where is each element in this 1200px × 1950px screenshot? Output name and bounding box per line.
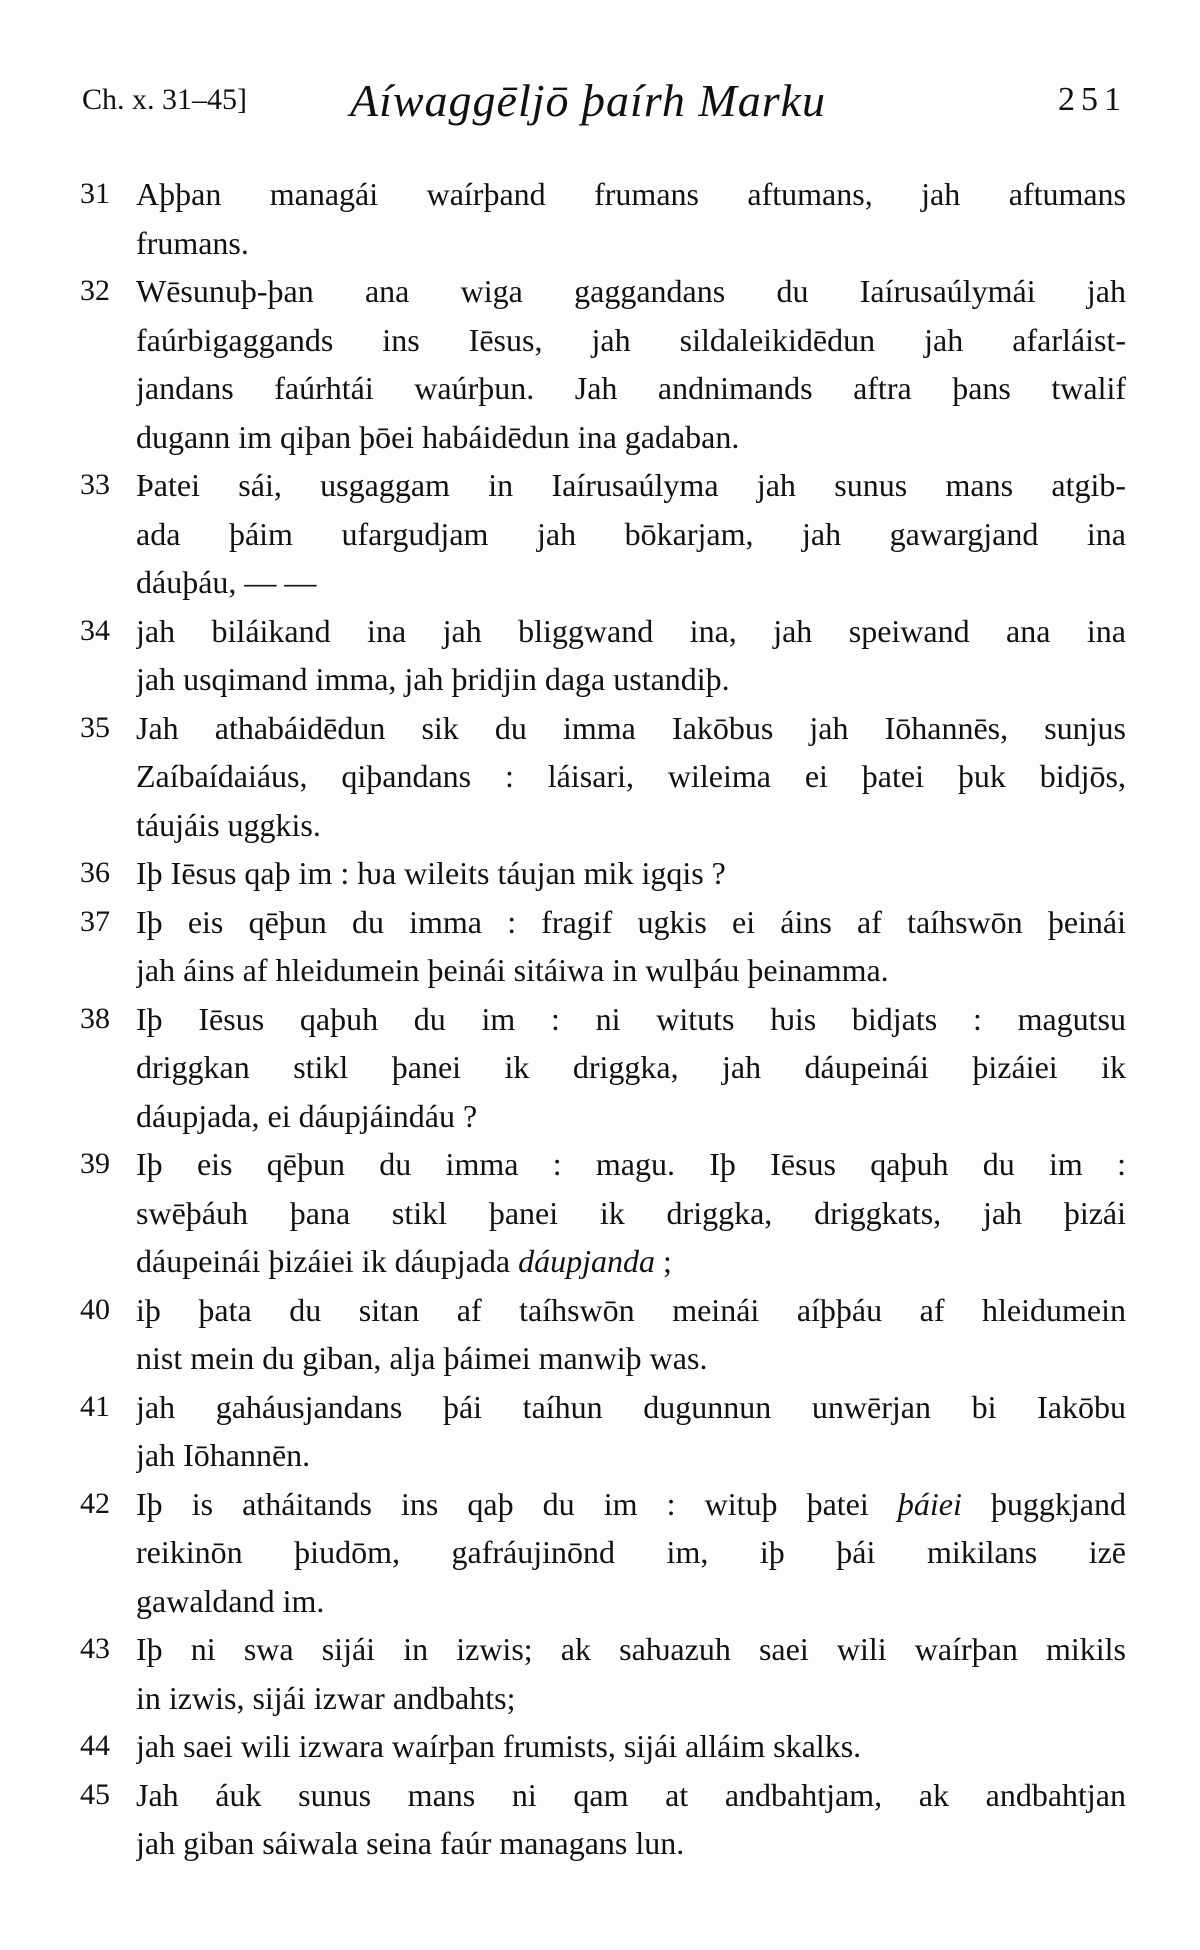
verse-line [0,801,1200,849]
italic-word: dáupjanda [518,1243,655,1279]
verse-line [0,316,1200,364]
line-text [136,655,1126,703]
verse-number: 34 [80,613,110,647]
line-text [136,946,1126,994]
text-segment: reikinōn þiudōm, gafráujinōnd im, iþ þái mikilans izē [136,1534,1126,1570]
verse-line [0,1722,1200,1770]
line-text [136,1431,1126,1479]
line-text [136,364,1126,412]
verse-line [0,1480,1200,1528]
verse-line [0,704,1200,752]
verse-number: 39 [80,1147,110,1180]
text-segment: Zaíbaídaiáus, qiþandans : láisari, wileima ei þatei þuk bidjōs, [136,758,1126,794]
verse-line [0,219,1200,267]
line-text [136,1043,1126,1091]
verse-line [0,558,1200,606]
line-text [136,1480,1126,1528]
verse-line [0,655,1200,703]
line-text [136,1383,1126,1431]
line-text [136,801,1126,849]
verse-line [0,1286,1200,1334]
line-text [136,170,1126,218]
chapter-reference: Ch. x. 31–45] [82,83,247,116]
text-segment: ; [654,1243,672,1279]
verse-line [0,898,1200,946]
running-header [82,70,1127,130]
text-segment: jah saei wili izwara waírþan frumists, sijái alláim skalks. [136,1728,862,1764]
line-text [136,1092,1126,1140]
line-text [136,704,1126,752]
text-segment: Iþ eis qēþun du imma : magu. Iþ Iēsus qaþuh du im : [136,1146,1126,1182]
line-text [136,607,1126,655]
text-segment: Jah áuk sunus mans ni qam at andbahtjam, ak andbahtjan [136,1776,1126,1813]
text-segment: faúrbigaggands ins Iēsus, jah sildaleikidēdun jah afarláist- [136,321,1126,358]
line-text [136,219,1126,267]
text-segment: iþ þata du sitan af taíhswōn meinái aíþþáu af hleidumein [136,1291,1126,1328]
text-segment: Iþ Iēsus qaþuh du im : ni wituts ƕis bidjats : magutsu [136,1000,1126,1037]
text-segment: jah usqimand imma, jah þridjin daga ustandiþ. [136,661,730,697]
line-text [136,461,1126,509]
text-segment: dugann im qiþan þōei habáidēdun ina gadaban. [136,418,740,455]
verse-line [0,1383,1200,1431]
verse-number: 44 [80,1729,110,1762]
line-text [136,1819,1126,1867]
verse-line [0,1625,1200,1673]
text-segment: dáupeinái þizáiei ik dáupjada [136,1243,519,1279]
text-segment: ada þáim ufargudjam jah bōkarjam, jah gawargjand ina [136,515,1126,552]
line-text [136,1528,1126,1576]
page-number: 251 [1058,81,1127,118]
verse-line [0,995,1200,1043]
text-segment: Iþ is atháitands ins qaþ du im : wituþ þatei [136,1485,898,1522]
verse-line [0,364,1200,412]
line-text [136,849,1126,897]
line-text [136,1577,1126,1625]
page-title: Aíwaggēljō þaírh Marku [350,74,827,126]
text-segment: Þatei sái, usgaggam in Iaírusaúlyma jah sunus mans atgib- [136,467,1126,503]
verse-line [0,461,1200,509]
text-segment: táujáis uggkis. [136,806,321,843]
line-text [136,1771,1126,1819]
text-segment: þuggkjand [961,1485,1126,1522]
verse-number: 45 [80,1777,110,1811]
verse-line [0,1674,1200,1722]
verse-line [0,752,1200,800]
text-segment: driggkan stikl þanei ik driggka, jah dáupeinái þizáiei ik [136,1049,1126,1085]
verse-number: 43 [80,1632,110,1665]
verse-number: 33 [80,468,110,501]
text-segment: dáupjada, ei dáupjáindáu ? [136,1097,478,1134]
text-segment: Wēsunuþ-þan ana wiga gaggandans du Iaírusaúlymái jah [136,273,1126,309]
verse-line [0,1092,1200,1140]
verse-line [0,1577,1200,1625]
italic-word: þáiei [897,1485,962,1522]
line-text [136,1334,1126,1382]
line-text [136,752,1126,800]
text-segment: dáuþáu, — — [136,564,317,600]
line-text [136,898,1126,946]
verse-line [0,170,1200,218]
text-segment: jah Iōhannēn. [136,1437,311,1473]
verse-line [0,1528,1200,1576]
verse-number: 35 [80,710,110,744]
verse-number: 40 [80,1292,110,1326]
line-text [136,316,1126,364]
text-segment: Iþ eis qēþun du imma : fragif ugkis ei áins af taíhswōn þeinái [136,903,1126,940]
text-segment: nist mein du giban, alja þáimei manwiþ was. [136,1340,708,1376]
text-segment: Aþþan managái waírþand frumans aftumans, jah aftumans [136,176,1126,212]
verse-number: 41 [80,1389,110,1423]
verse-number: 31 [80,177,110,210]
line-text [136,1189,1126,1237]
text-segment: Jah athabáidēdun sik du imma Iakōbus jah Iōhannēs, sunjus [136,709,1126,746]
verse-line [0,1819,1200,1867]
verse-line [0,849,1200,897]
verse-line [0,607,1200,655]
text-segment: in izwis, sijái izwar andbahts; [136,1679,516,1716]
line-text [136,1722,1126,1770]
text-segment: Iþ ni swa sijái in izwis; ak saƕazuh saei wili waírþan mikils [136,1631,1126,1667]
verse-number: 38 [80,1001,110,1035]
verse-line [0,1334,1200,1382]
line-text [136,1625,1126,1673]
text-segment: swēþáuh þana stikl þanei ik driggka, driggkats, jah þizái [136,1194,1126,1231]
verse-line [0,1043,1200,1091]
text-segment: jah biláikand ina jah bliggwand ina, jah speiwand ana ina [136,612,1126,649]
verse-number: 42 [80,1486,110,1520]
verse-line [0,1237,1200,1285]
line-text [136,1237,1126,1285]
text-segment: jandans faúrhtái waúrþun. Jah andnimands aftra þans twalif [136,370,1126,406]
verse-number: 32 [80,274,110,307]
text-segment: frumans. [136,224,249,261]
line-text [136,995,1126,1043]
text-segment: jah áins af hleidumein þeinái sitáiwa in wulþáu þeinamma. [136,952,889,988]
verse-line [0,413,1200,461]
text-segment: jah giban sáiwala seina faúr managans lun. [136,1825,685,1861]
verse-line [0,1771,1200,1819]
verse-number: 36 [80,856,110,889]
verse-line [0,510,1200,558]
line-text [136,558,1126,606]
text-segment: gawaldand im. [136,1582,325,1619]
line-text [136,413,1126,461]
line-text [136,1674,1126,1722]
line-text [136,1286,1126,1334]
verse-line [0,946,1200,994]
verse-line [0,1140,1200,1188]
verse-number: 37 [80,904,110,938]
text-segment: Iþ Iēsus qaþ im : ƕa wileits táujan mik igqis ? [136,855,726,891]
verse-line [0,267,1200,315]
text-segment: jah gaháusjandans þái taíhun dugunnun unwērjan bi Iakōbu [136,1388,1126,1425]
verse-line [0,1431,1200,1479]
line-text [136,510,1126,558]
line-text [136,1140,1126,1188]
line-text [136,267,1126,315]
verse-line [0,1189,1200,1237]
